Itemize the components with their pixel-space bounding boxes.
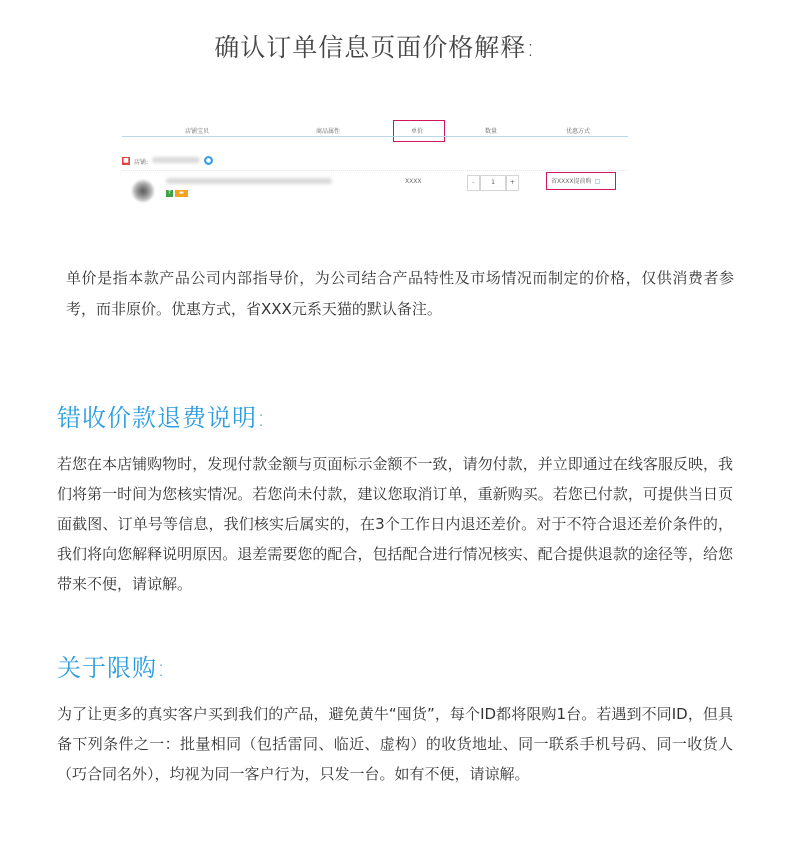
column-header-promotion: 优惠方式 <box>566 128 591 135</box>
refund-explanation-text: 若您在本店铺购物时，发现付款金额与页面标示金额不一致，请勿付款，并立即通过在线客服反映，我们将第一时间为您核实情况。若您尚未付款，建议您取消订单，重新购买。若您已付款，可提供当日页面截图、订单号等信息，我们核实后属实的，在3个工作日内退还差价。对于不符合退还差价条件的，我们将向您解释说明原因。退差需要您的配合，包括配合进行情况核实、配合提供退款的途径等，给您带来不便，请谅解。 <box>57 455 733 593</box>
quantity-decrease-button[interactable]: - <box>467 175 480 191</box>
refund-heading: 错收价款退费说明: <box>57 404 267 432</box>
payment-card-icon: ▬ <box>175 190 188 197</box>
purchase-limit-text: 为了让更多的真实客户买到我们的产品，避免黄牛“囤货”，每个ID都将限购1台。若遇到不同ID，但具备下列条件之一：批量相同（包括雷同、临近、虚构）的收货地址、同一联系手机号码、同一收货人（巧合同名外），均视为同一客户行为，只发一台。如有不便，请谅解。 <box>57 705 733 783</box>
blurred-shop-name <box>152 157 200 163</box>
header-divider <box>122 136 628 137</box>
column-header-attributes: 商品属性 <box>316 128 341 135</box>
column-header-price: 单价 <box>411 128 424 135</box>
blurred-product-title[interactable] <box>166 178 332 184</box>
promotion-box <box>546 172 616 190</box>
page-title: 确认订单信息页面价格解释: <box>214 33 536 62</box>
column-header-item: 店铺宝贝 <box>185 128 210 135</box>
item-divider <box>122 170 628 171</box>
quantity-input[interactable]: 1 <box>480 175 506 191</box>
purchase-limit-heading: 关于限购: <box>57 654 167 682</box>
wangwang-chat-icon[interactable]: ● <box>205 157 212 164</box>
tmall-shop-icon: ■ <box>123 157 129 164</box>
quantity-increase-button[interactable]: + <box>506 175 519 191</box>
column-header-quantity: 数量 <box>485 128 498 135</box>
shop-label: 店铺: <box>134 159 149 166</box>
product-thumbnail[interactable] <box>132 180 154 202</box>
comment-icon: □ <box>594 178 601 185</box>
price-header-highlight <box>393 120 445 142</box>
price-explanation-text: 单价是指本款产品公司内部指导价，为公司结合产品特性及市场情况而制定的价格，仅供消费者参考，而非原价。优惠方式，省XXX元系天猫的默认备注。 <box>66 269 734 318</box>
seven-day-return-icon: 7 <box>167 190 172 196</box>
unit-price: XXXX <box>405 178 422 185</box>
order-table-screenshot <box>122 118 628 218</box>
promotion-text: 省XXXX提前购 <box>551 178 592 185</box>
